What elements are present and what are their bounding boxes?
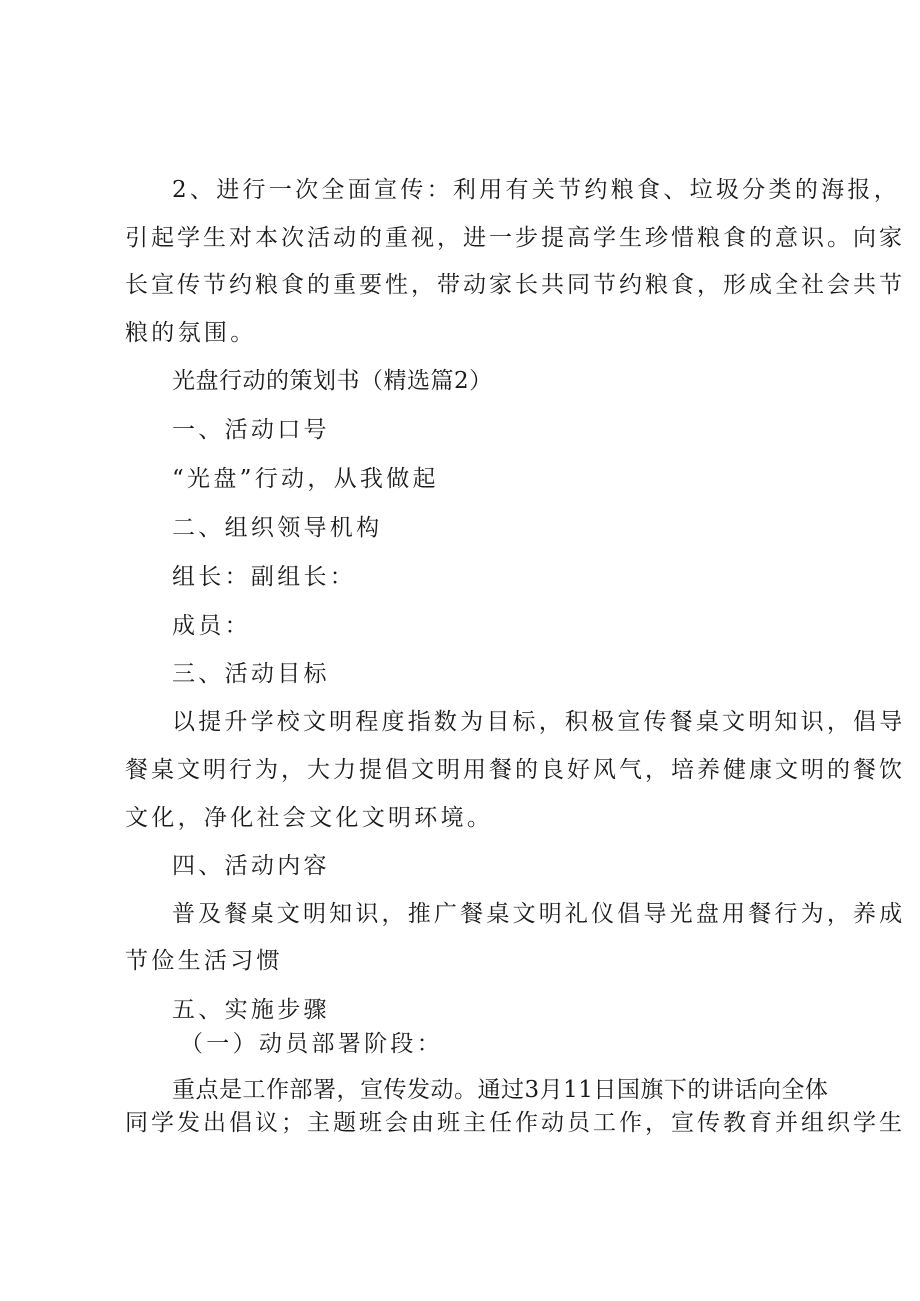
goal-line: 餐桌文明行为，大力提倡文明用餐的良好风气，培养健康文明的餐饮 [125, 757, 905, 783]
slogan-text: “光盘”行动，从我做起 [172, 466, 439, 492]
goal-line: 文化，净化社会文化文明环境。 [125, 805, 494, 831]
leader-line: 组长：副组长： [172, 564, 357, 590]
heading-content: 四、活动内容 [172, 853, 330, 879]
step-line: 同学发出倡议；主题班会由班主任作动员工作，宣传教育并组织学生 [125, 1110, 905, 1136]
sub-heading-mobilization: （一）动员部署阶段： [180, 1031, 443, 1057]
goal-line: 以提升学校文明程度指数为目标，积极宣传餐桌文明知识，倡导 [172, 709, 906, 735]
paragraph-line: 引起学生对本次活动的重视，进一步提高学生珍惜粮食的意识。向家 [125, 225, 905, 251]
section-title: 光盘行动的策划书（精选篇2） [172, 368, 493, 394]
members-line: 成员： [172, 613, 251, 639]
paragraph-line: 长宣传节约粮食的重要性，带动家长共同节约粮食，形成全社会共节 [125, 272, 905, 298]
content-line: 普及餐桌文明知识，推广餐桌文明礼仪倡导光盘用餐行为，养成 [172, 901, 906, 927]
heading-goal: 三、活动目标 [172, 661, 330, 687]
heading-steps: 五、实施步骤 [172, 997, 330, 1023]
heading-organization: 二、组织领导机构 [172, 515, 383, 541]
content-line: 节俭生活习惯 [125, 948, 283, 974]
heading-slogan: 一、活动口号 [172, 417, 330, 443]
paragraph-line: 粮的氛围。 [125, 320, 257, 346]
paragraph-line: 2、进行一次全面宣传：利用有关节约粮食、垃圾分类的海报， [172, 177, 901, 203]
step-line: 重点是工作部署，宣传发动。通过3月11日国旗下的讲话向全体 [172, 1077, 829, 1103]
